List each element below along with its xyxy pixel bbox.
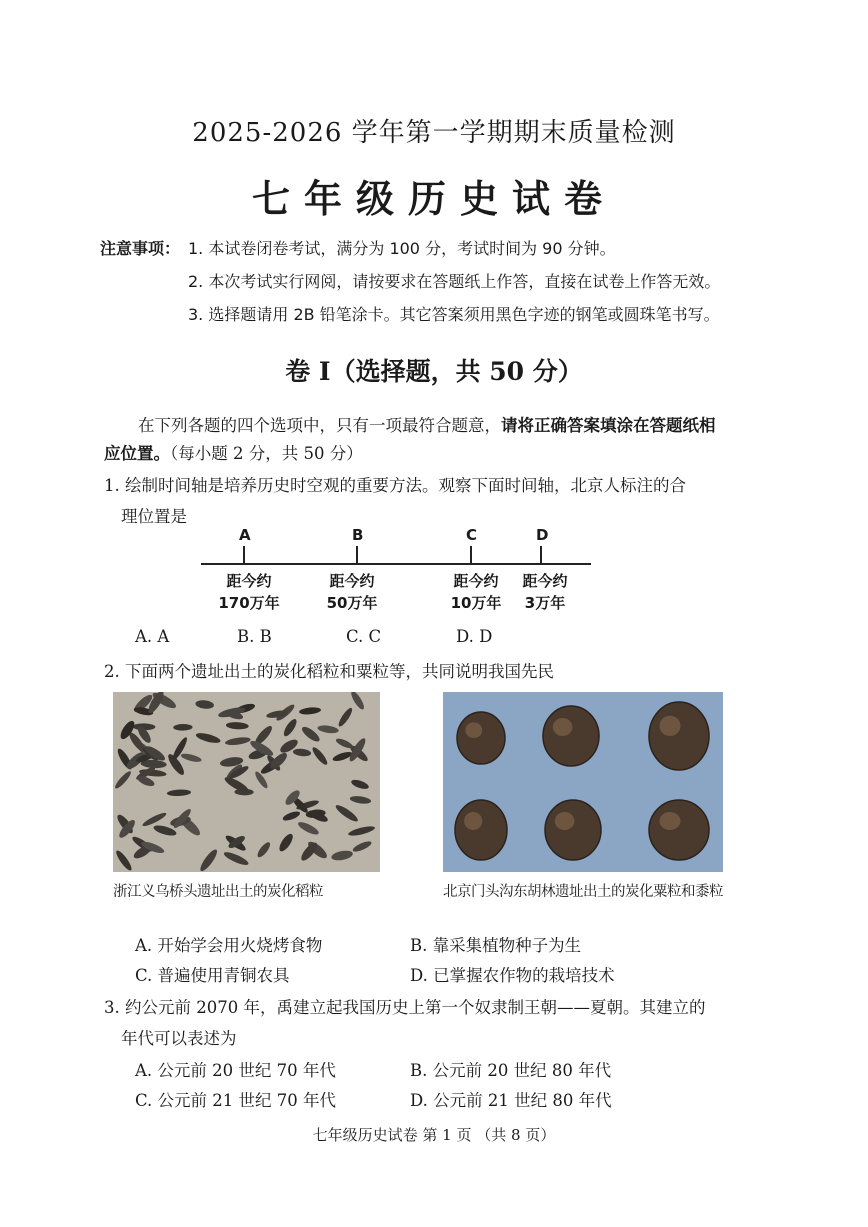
section-intro-line1 <box>138 412 716 436</box>
rice-grains-image <box>113 692 380 872</box>
q3-option-c[interactable]: C. 公元前 21 世纪 70 年代 <box>135 1091 336 1110</box>
exam-subtitle: 2025-2026 学年第一学期期末质量检测 <box>192 118 676 148</box>
timeline-dist-a-line1: 距今约 <box>226 572 272 590</box>
timeline-dist-a <box>214 570 284 614</box>
millet-grain-highlight <box>465 722 482 738</box>
timeline-dist-d-line2: 3万年 <box>524 594 566 612</box>
timeline-dist-c-line2: 10万年 <box>450 594 502 612</box>
millet-grain <box>457 712 505 764</box>
exam-title: 七年级历史试卷 <box>251 177 616 221</box>
timeline-label-b: B <box>352 526 364 544</box>
rice-photo-caption: 浙江义乌桥头遗址出土的炭化稻粒 <box>113 884 323 900</box>
timeline-dist-b <box>317 570 387 614</box>
q1-option-c[interactable]: C. C <box>346 627 382 646</box>
q2-option-d[interactable]: D. 已掌握农作物的栽培技术 <box>410 966 615 985</box>
q3-option-b[interactable]: B. 公元前 20 世纪 80 年代 <box>410 1061 612 1080</box>
millet-grain-highlight <box>464 812 482 830</box>
timeline-dist-d-line1: 距今约 <box>522 572 568 590</box>
timeline-label-a: A <box>239 526 251 544</box>
millet-grain <box>649 800 709 860</box>
millet-grain-highlight <box>555 812 575 830</box>
millet-grain-highlight <box>660 812 681 830</box>
timeline-label-c: C <box>466 526 478 544</box>
millet-grain <box>545 800 601 860</box>
q1-option-a[interactable]: A. A <box>135 627 170 646</box>
notice-item-1: 1. 本试卷闭卷考试，满分为 100 分，考试时间为 90 分钟。 <box>188 239 616 258</box>
q3-stem-line1: 3. 约公元前 2070 年，禹建立起我国历史上第一个奴隶制王朝——夏朝。其建立的 <box>104 998 706 1017</box>
section-title: 卷 I（选择题，共 50 分） <box>285 357 583 386</box>
q1-stem-line1: 1. 绘制时间轴是培养历史时空观的重要方法。观察下面时间轴，北京人标注的合 <box>104 476 686 495</box>
q3-option-a[interactable]: A. 公元前 20 世纪 70 年代 <box>135 1061 336 1080</box>
intro-bold-2: 应位置。 <box>104 444 170 463</box>
rice-grains-photo <box>113 692 380 872</box>
timeline-label-d: D <box>536 526 549 544</box>
intro-score: （每小题 2 分，共 50 分） <box>170 444 363 463</box>
timeline-dist-c <box>441 570 511 614</box>
intro-text: 在下列各题的四个选项中，只有一项最符合题意， <box>138 416 501 435</box>
section-intro-line2 <box>104 440 363 464</box>
q1-stem-line2: 理位置是 <box>121 507 187 526</box>
q2-option-b[interactable]: B. 靠采集植物种子为生 <box>410 936 582 955</box>
timeline-dist-d <box>510 570 580 614</box>
q2-stem: 2. 下面两个遗址出土的炭化稻粒和粟粒等，共同说明我国先民 <box>104 662 554 681</box>
millet-grains-image <box>443 692 723 872</box>
millet-grain-highlight <box>660 716 681 736</box>
millet-grains-photo <box>443 692 723 872</box>
timeline-dist-c-line1: 距今约 <box>453 572 499 590</box>
q1-option-d[interactable]: D. D <box>456 627 493 646</box>
notice-item-3: 3. 选择题请用 2B 铅笔涂卡。其它答案须用黑色字迹的钢笔或圆珠笔书写。 <box>188 305 720 324</box>
millet-grain-highlight <box>553 718 573 736</box>
q2-option-a[interactable]: A. 开始学会用火烧烤食物 <box>135 936 323 955</box>
q1-option-b[interactable]: B. B <box>237 627 272 646</box>
timeline-dist-a-line2: 170万年 <box>218 594 280 612</box>
q3-option-d[interactable]: D. 公元前 21 世纪 80 年代 <box>410 1091 612 1110</box>
page-footer: 七年级历史试卷 第 1 页 （共 8 页） <box>312 1126 556 1144</box>
millet-grain <box>649 702 709 770</box>
notice-label: 注意事项： <box>100 239 181 258</box>
millet-grain <box>455 800 507 860</box>
millet-photo-caption: 北京门头沟东胡林遗址出土的炭化粟粒和黍粒 <box>443 884 723 900</box>
timeline-dist-b-line1: 距今约 <box>329 572 375 590</box>
timeline-dist-b-line2: 50万年 <box>326 594 378 612</box>
intro-bold: 请将正确答案填涂在答题纸相 <box>501 416 716 435</box>
notice-item-2: 2. 本次考试实行网阅，请按要求在答题纸上作答，直接在试卷上作答无效。 <box>188 272 721 291</box>
q3-stem-line2: 年代可以表述为 <box>121 1029 237 1048</box>
millet-grain <box>543 706 599 766</box>
q2-option-c[interactable]: C. 普遍使用青铜农具 <box>135 966 290 985</box>
